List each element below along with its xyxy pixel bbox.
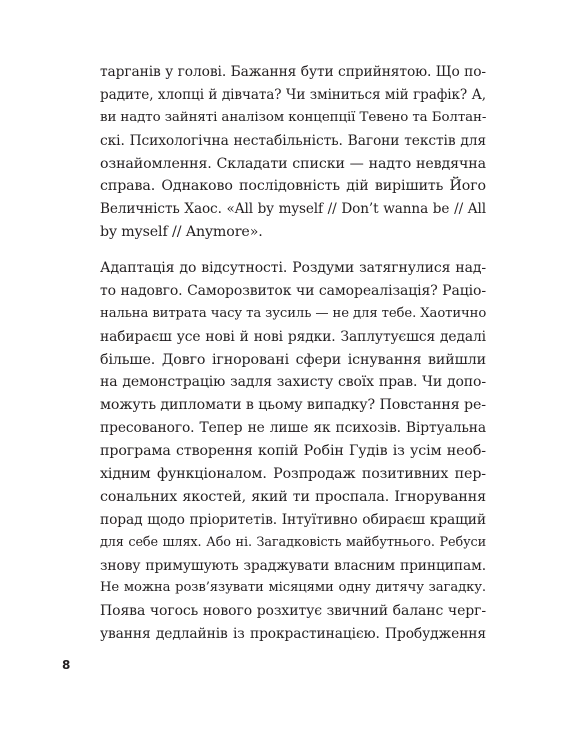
text-line: Поява чогось нового розхитує звичний баланс черг- <box>100 603 486 620</box>
text-line: справа. Однаково послідовність дій вирішить Його <box>100 178 486 195</box>
paragraph-1 <box>100 61 486 244</box>
text-line: нальна витрата часу та зусиль — не для тебе. Хаотично <box>100 305 487 321</box>
text-line: ування дедлайнів із прокрастинацією. Пробудження <box>100 626 486 643</box>
text-line: by myself // Anymore». <box>100 224 263 241</box>
text-line: то надовго. Саморозвиток чи самореалізація? Раціо- <box>100 282 486 299</box>
text-line: порад щодо пріоритетів. Інтуїтивно обираєш кращий <box>100 511 486 528</box>
text-line: для себе шлях. Або ні. Загадковість майбутнього. Ребуси <box>100 534 486 550</box>
text-line: ознайомлення. Складати списки — надто невдячна <box>100 155 486 172</box>
text-line: набираєш усе нові й нові рядки. Заплутуєшся дедалі <box>100 328 486 345</box>
text-line: ви надто зайняті аналізом концепції Тевено та Болтан- <box>100 109 487 125</box>
text-line: радите, хлопці й дівчата? Чи зміниться мій графік? А, <box>100 86 486 103</box>
text-line: програма створення копій Робін Гудів із усім необ- <box>100 443 486 460</box>
text-line: можуть дипломати в цьому випадку? Повстання ре- <box>100 397 486 414</box>
text-line: знову примушують зраджувати власним принципам. <box>100 557 486 574</box>
text-line: на демонстрацію задля захисту своїх прав. Чи допо- <box>100 374 486 391</box>
text-line: більше. Довго ігноровані сфери існування вийшли <box>100 351 486 368</box>
text-line: хідним функціоналом. Розпродаж позитивних пер- <box>100 466 486 483</box>
text-line: Величність Хаос. «All by myself // Don’t wanna be // All <box>100 201 486 218</box>
text-line: пресованого. Тепер не лише як психозів. Віртуальна <box>100 420 486 437</box>
text-line: сональних якостей, який ти проспала. Ігнорування <box>100 488 486 505</box>
text-line: тарганів у голові. Бажання бути сприйнятою. Що по- <box>100 64 486 80</box>
text-line: скі. Психологічна нестабільність. Вагони текстів для <box>100 132 486 149</box>
text-line: Не можна розв’язувати місяцями одну дитячу загадку. <box>100 580 486 596</box>
page-number: 8 <box>62 658 71 672</box>
paragraph-2 <box>100 257 486 646</box>
text-line: Адаптація до відсутності. Роздуми затягнулися над- <box>100 260 486 276</box>
